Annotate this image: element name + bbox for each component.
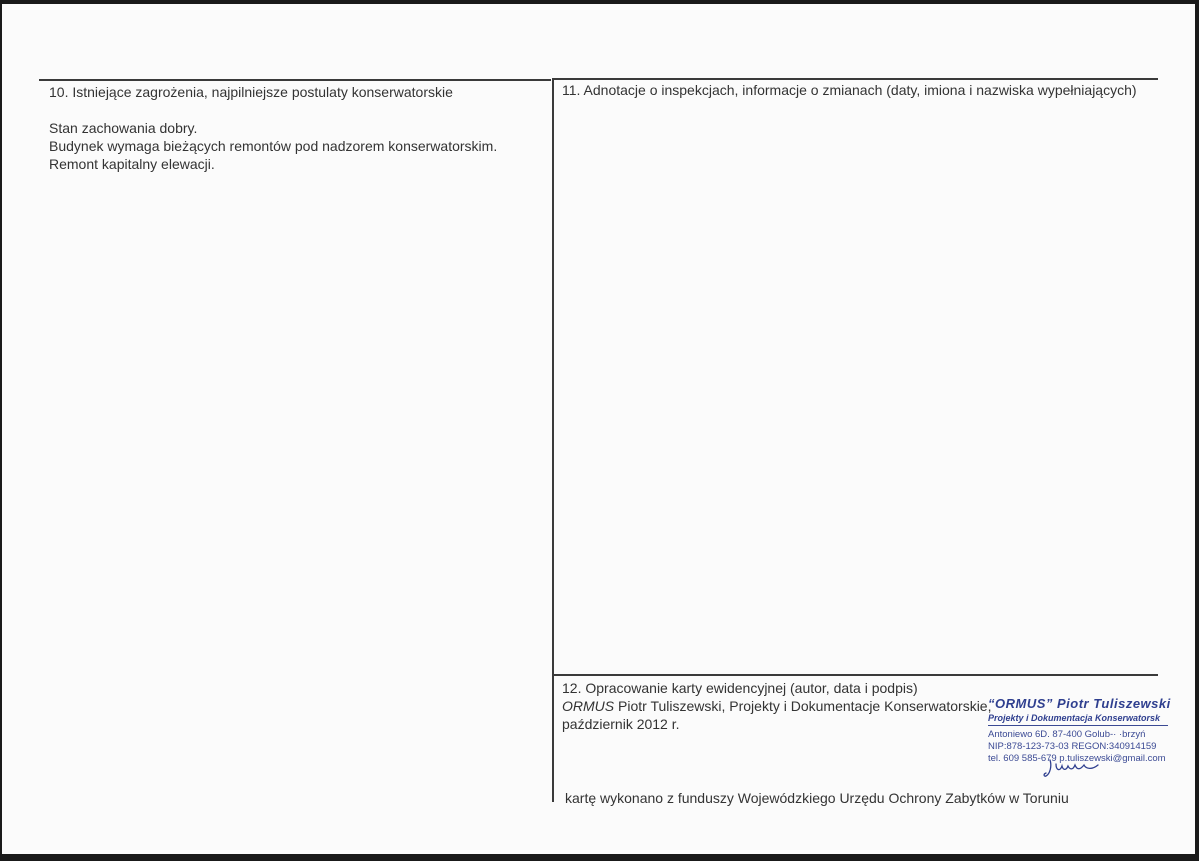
stamp-ids: NIP:878-123-73-03 REGON:340914159 [988, 741, 1157, 752]
section-10-content [49, 119, 497, 173]
stamp-contact: tel. 609 585-679 p.tuliszewski@gmail.com [988, 753, 1166, 764]
section-12-top-rule [554, 674, 1158, 676]
author-date: październik 2012 r. [562, 716, 680, 732]
author-line [562, 697, 991, 715]
condition-line: Stan zachowania dobry. [49, 120, 198, 136]
stamp-subtitle: Projekty i Dokumentacja Konserwatorsk [988, 713, 1161, 723]
section-11-heading: 11. Adnotacje o inspekcjach, informacje o zmianach (daty, imiona i nazwiska wypełniających) [562, 82, 1137, 98]
footer-left-tick [552, 779, 553, 801]
section-11-top-rule [554, 78, 1158, 80]
stamp-brand: “ORMUS” Piotr Tuliszewski [988, 696, 1171, 711]
column-divider [552, 78, 554, 802]
stamp-divider [988, 725, 1168, 726]
document-page [2, 4, 1195, 854]
author-company: ORMUS [562, 698, 615, 714]
author-details: Piotr Tuliszewski, Projekty i Dokumentacje Konserwatorskie, [614, 698, 992, 714]
section-12-heading: 12. Opracowanie karty ewidencyjnej (autor, data i podpis) [562, 680, 918, 696]
repair-line: Budynek wymaga bieżących remontów pod nadzorem konserwatorskim. [49, 138, 498, 154]
section-12-content [562, 679, 991, 733]
section-10-heading: 10. Istniejące zagrożenia, najpilniejsze postulaty konserwatorskie [49, 84, 453, 100]
section-10-top-rule [39, 79, 551, 81]
facade-line: Remont kapitalny elewacji. [49, 156, 215, 172]
stamp-address: Antoniewo 6D. 87-400 Golub-· ·brzyń [988, 729, 1146, 740]
funding-note: kartę wykonano z funduszy Wojewódzkiego Urzędu Ochrony Zabytków w Toruniu [565, 790, 1069, 806]
handwritten-signature [1042, 756, 1112, 782]
